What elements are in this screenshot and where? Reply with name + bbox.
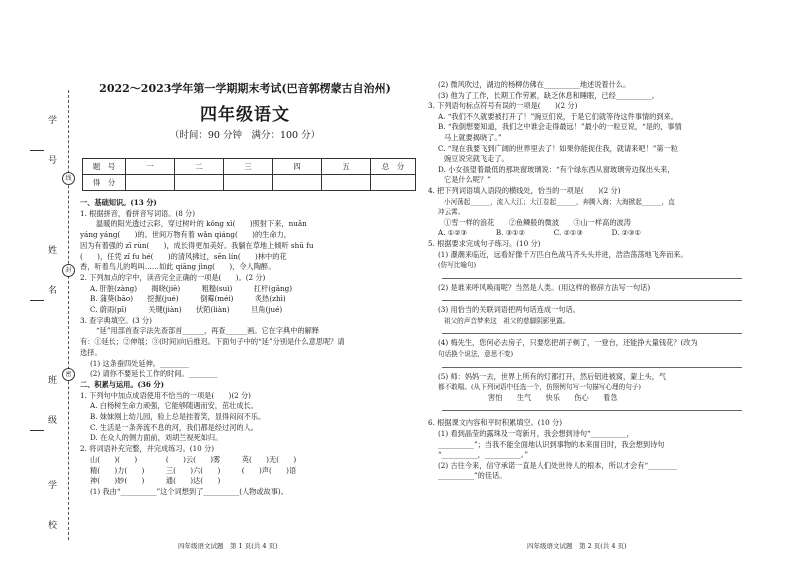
sub-question: (3) 用恰当的关联词语把两句话连成一句话。 [438, 305, 580, 315]
sub-question: (5) 师：妈妈一去，世界上所有的灯都打开，然后铝进被窝，蒙上头，气 [438, 371, 667, 381]
question-text: “延”用部首查字法先查部首______，再查______画。它在字典中的解释 [96, 326, 319, 336]
score-cell[interactable] [224, 175, 273, 191]
score-table-score-row [83, 175, 416, 191]
answer-option: B. “我倒想要知道，我们之中谁会走得最远！”最小的一粒豆说，“是的，事情 [438, 122, 682, 132]
answer-line[interactable] [442, 409, 742, 411]
sub-question: (1) 看到晶莹的露珠及一弯新月，我会想到诗句“__________， [438, 429, 634, 439]
answer-option: A. 白杨树生命力顽强，它能够随遇而安，茁壮成长。 [90, 401, 258, 411]
question-text: 选择。 [80, 347, 102, 357]
score-cell[interactable] [175, 175, 224, 191]
score-table-header: 一 [126, 159, 175, 175]
subject-title: 四年级语文 [200, 105, 290, 125]
name-field[interactable] [30, 300, 44, 301]
name-label: 姓 名 [46, 245, 56, 308]
answer-option: C. “现在我要飞到广阔的世界里去了！如果你能捉住我，就请来吧！”第一粒 [438, 143, 678, 153]
passage-text: 小河荡起______，流入大江；大江卷起______，奔腾入海；大海掀起______，直 [444, 197, 675, 206]
answer-line[interactable] [442, 299, 742, 301]
student-id-label: 学 号 [46, 115, 56, 178]
idiom-row: 神( )妙( ) 通( )达( ) [90, 476, 221, 486]
page-footer-left: 四年级语文试题 第 1 页(共 4 页) [178, 542, 278, 550]
seal-mark-xian: 线 [62, 172, 75, 185]
answer-option: A. ①②③ B. ③①② C. ②①③ D. ②③① [438, 228, 642, 238]
question-stem: 5. 根据要求完成句子练习。(10 分) [428, 238, 541, 248]
score-table-header: 二 [175, 159, 224, 175]
student-id-field[interactable] [30, 150, 44, 151]
answer-option: D. 小女孩望着最低的那块窗玻璃说：“有个绿东西从窗玻璃旁边探出头来， [438, 164, 675, 174]
question-text: __________”；当我不能全面地认识到事物的本来面目时，我会想到诗句 [438, 439, 665, 449]
score-row-label: 得 分 [83, 175, 126, 191]
answer-option: C. 生活是一条奔流不息的河，我们都是经过河的人。 [90, 422, 258, 432]
question-text: yáng yáng( )的。世间万物有着 wǎn qiáng( )的生命力， [80, 230, 291, 240]
answer-option: A. 肝脏(zàng) 揭晓(jiē) 粗糙(suì) 扛杆(gāng) [90, 283, 293, 293]
question-stem: 1. 下列句中加点成语使用不恰当的一项是( )(2 分) [80, 390, 251, 400]
question-text: 温暖的阳光透过云彩，穿过树叶的 kǒng xì( )照射下来，nuǎn [96, 219, 307, 229]
idiom-row: 山( )( ) ( )云( )雾 英( )无( ) [90, 454, 297, 464]
page-footer-right: 四年级语文试题 第 2 页(共 4 页) [527, 542, 627, 550]
score-cell[interactable] [371, 175, 416, 191]
score-table-header-row [83, 159, 416, 175]
instruction: (仿写比喻句) [438, 261, 477, 270]
question-text: __________”的佳话。 [438, 471, 507, 481]
answer-option: B. 妹妹刚上幼儿园，验上总是挂着笑，显得闷闷不乐。 [90, 412, 266, 422]
question-stem: 3. 查字典填空。(3 分) [80, 315, 152, 325]
section-heading: 二、积累与运用。(36 分) [80, 379, 164, 389]
passage-text: 冲云霄。 [438, 208, 465, 217]
exam-time-score: （时间：90 分钟 满分：100 分） [169, 130, 321, 141]
answer-option: 马上就要揭晓了。” [444, 132, 502, 142]
answer-line[interactable] [442, 366, 742, 368]
binding-line [68, 90, 69, 540]
sub-question: (2) 微风吹过，湖边的杨柳仿佛在__________地述说着什么。 [438, 80, 631, 89]
answer-option: 它是什么呢？” [444, 175, 491, 185]
answer-option: B. 蒲葵(bāo) 挖掘(jué) 倒霉(méi) 炙热(zhì) [90, 294, 286, 304]
section-heading: 一、基础知识。(13 分) [80, 198, 157, 207]
class-label: 班 级 [46, 375, 56, 438]
sub-question: (1) 这条蚕四处延伸。________ [90, 358, 189, 368]
seal-mark-mi: 密 [62, 368, 75, 381]
question-text: 有：①延长；②伸展；③(时间)向后推迟。下面句子中的“延”分别是什么意思呢？请 [80, 337, 345, 347]
question-stem: 2. 将词语补充完整，并完成练习。(10 分) [80, 444, 214, 454]
sub-question: (2) 请你不要延长工作的时间。________ [90, 369, 218, 379]
word-bank: ①雪一样的浪花 ②鱼鳞般的微波 ③山一样高的波涛 [444, 217, 631, 227]
idiom-row: 精( )力( ) 三( )六( ) ( )声( )语 [90, 465, 297, 475]
question-text: 香，听着鸟儿的鸣叫……如此 qiāng jìng( )，令人陶醉。 [80, 262, 276, 272]
question-stem: 6. 根据课文内容和平时积累填空。(10 分) [428, 418, 562, 428]
question-text: 祖父的声音梦来这 祖父的慈脚阴影里露。 [444, 316, 570, 325]
score-table-header: 三 [224, 159, 273, 175]
score-table-header: 五 [322, 159, 371, 175]
sub-question: (2) 是谁来呼风唤雨呢？当然是人类。(用这样的修辞方法写一句话) [438, 282, 651, 292]
exam-title: 2022～2023学年第一学期期末考试(巴音郭楞蒙古自治州) [99, 82, 391, 95]
answer-line[interactable] [442, 332, 742, 334]
question-stem: 2. 下列加点的字中，读音完全正确的一项是( )。(2 分) [80, 272, 266, 282]
sub-question: (1) 我由“__________”这个词想到了__________(人物或故事)。 [90, 486, 288, 496]
answer-option: C. 蔚雨(pī) 关键(jiàn) 伏陌(liàn) 旦角(jué) [90, 305, 283, 315]
question-text: “__________，__________。” [438, 450, 528, 460]
score-cell[interactable] [126, 175, 175, 191]
answer-option: A. “我们不久就要被打开了！”豌豆们说，于是它们就等待这件事情的到来。 [438, 111, 678, 121]
question-stem: 1. 根据拼音，看拼音写词语。(8 分) [80, 208, 196, 218]
score-cell[interactable] [322, 175, 371, 191]
score-table [82, 158, 416, 191]
sub-question: (1) 瀑潮来临近，远看好像千万匹白色战马齐头头并进，浩浩荡荡地飞奔而来。 [438, 249, 688, 259]
score-table-header: 总 分 [371, 159, 416, 175]
answer-line[interactable] [442, 277, 742, 279]
sub-question: (4) 梅先生，您何必去房子，只要您把胡子剃了，一登台，还能挣大量钱花？(改为 [438, 338, 698, 348]
seal-mark-feng: 封 [62, 264, 75, 277]
sub-question: (2) 古往今来，信守承诺一直是人们处世待人的根本，所以才会有“________ [438, 460, 677, 470]
instruction: 句话换个说法，意思不变) [438, 350, 514, 359]
answer-option: 豌豆说完就飞走了。 [444, 154, 509, 164]
instruction: 都不敢喘。(从下列词语中任选一个，仿照例句写一句描写心理的句子) [438, 383, 641, 392]
answer-option: D. 在众人的侧力面前，刘胡兰视死如归。 [90, 433, 223, 443]
score-table-header: 题 号 [83, 159, 126, 175]
right-column [428, 80, 768, 482]
question-text: 因为有着强的 zī rùn( )，成长得更加美好。我躺在草地上倾听 shū fu [80, 240, 314, 250]
class-field[interactable] [30, 430, 44, 431]
score-table-header: 四 [273, 159, 322, 175]
question-stem: 3. 下列语句标点符号有误的一项是( )(2 分) [428, 101, 578, 111]
word-choices: 害怕 生气 快乐 伤心 着急 [488, 392, 618, 402]
sub-question: (3) 他为了工作，长期工作劳累，缺乏休息和睡眠，已经__________。 [438, 90, 659, 100]
school-label: 学 校 [46, 480, 56, 543]
question-stem: 4. 把下列词语填入语段的横线处，恰当的一项是( )(2 分) [428, 185, 621, 195]
left-column [80, 198, 410, 498]
score-cell[interactable] [273, 175, 322, 191]
question-text: ( )，任凭 zǐ fu hé( )的清风拂过，sēn lín( )林中的花 [80, 251, 287, 261]
